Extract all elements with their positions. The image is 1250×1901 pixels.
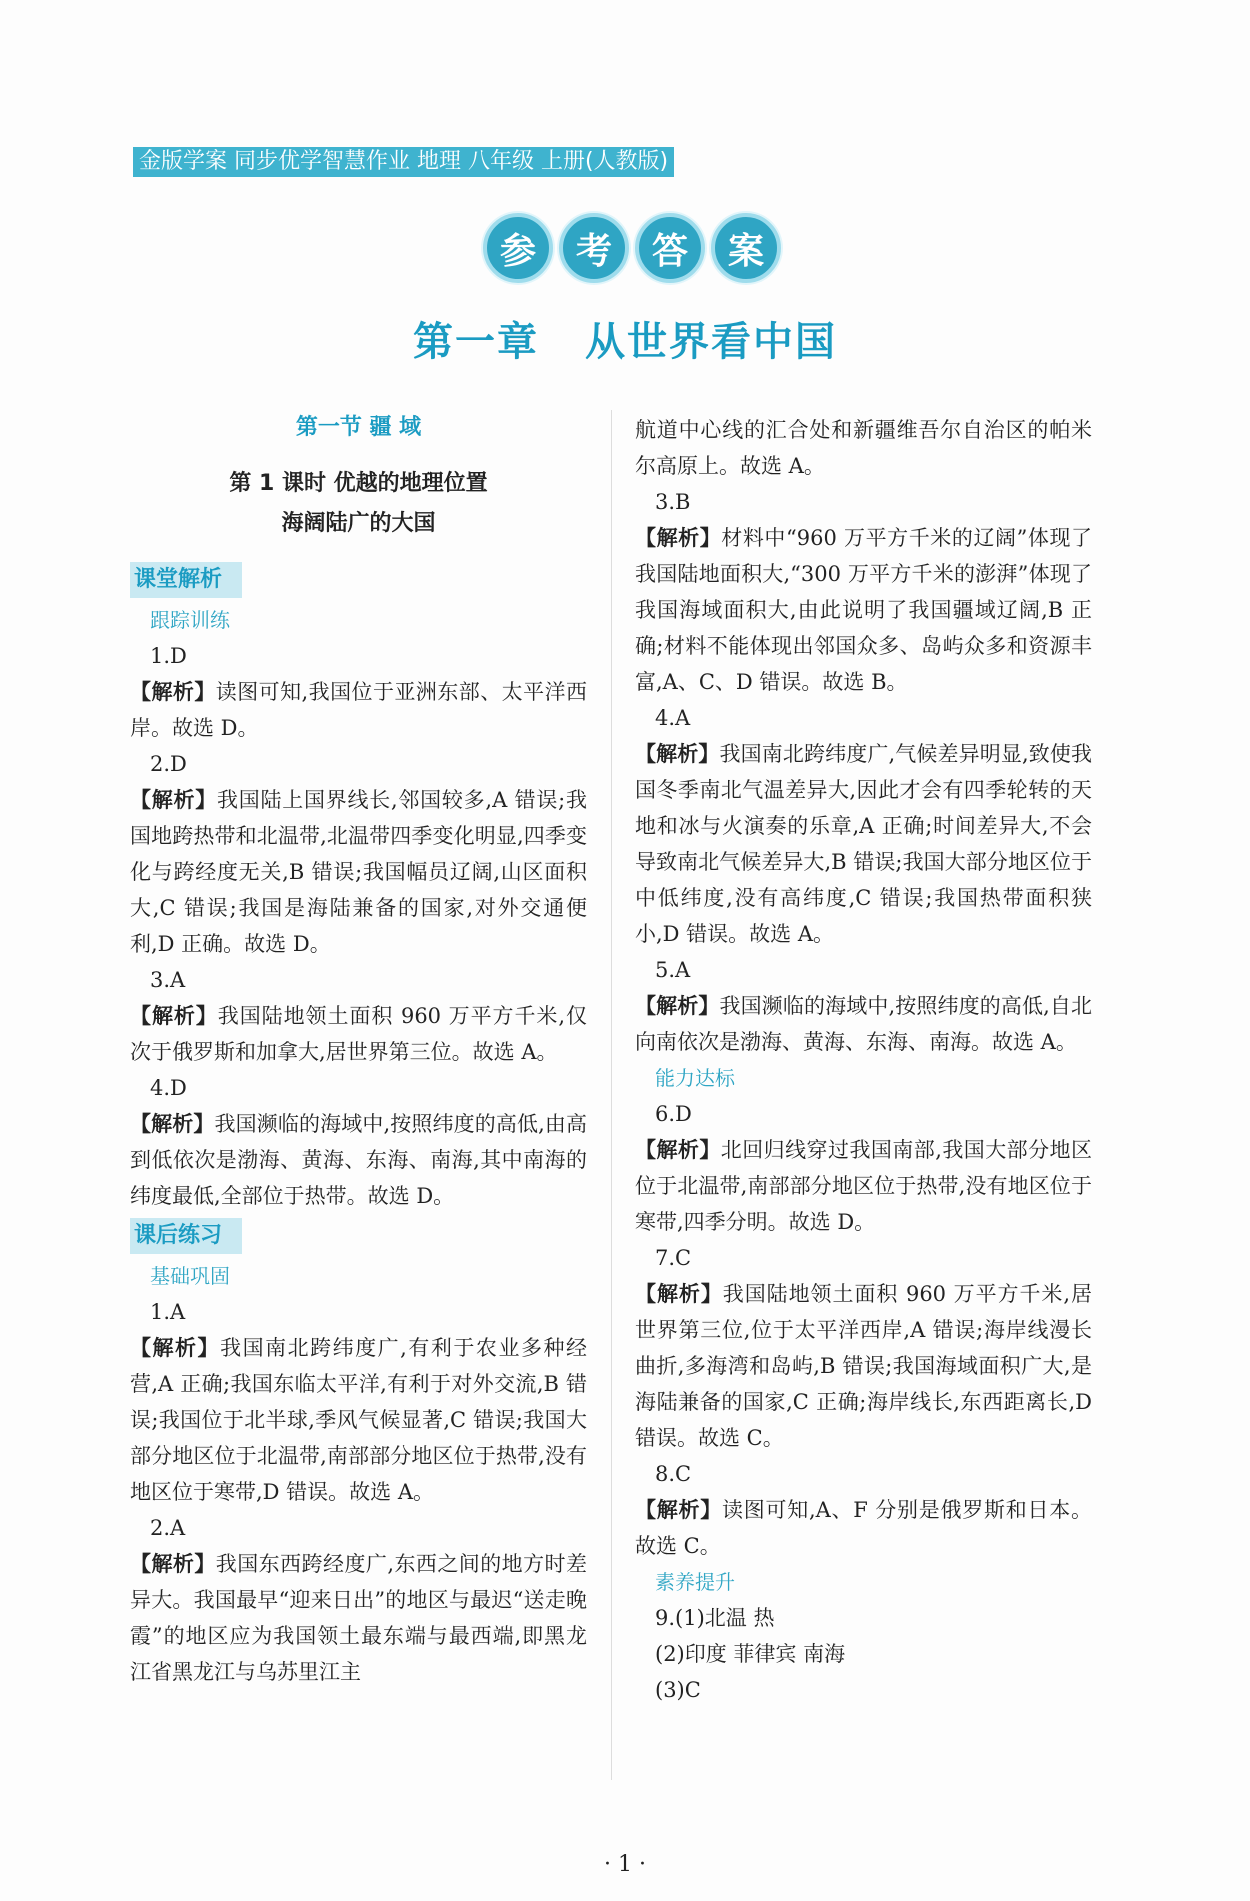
- jiexi-label: 【解析】: [130, 1112, 215, 1136]
- answer: 9.(1)北温 热: [655, 1606, 775, 1630]
- explanation-text: 材料中“960 万平方千米的辽阔”体现了我国陆地面积大,“300 万平方千米的澎湃”体现了我国海域面积大,由此说明了我国疆域辽阔,B 正确;材料不能体现出邻国众多、岛屿众多和资源丰富,A、C、D 错误。故选 B。: [635, 526, 1093, 694]
- explanation: [635, 736, 1092, 952]
- explanation-text: 读图可知,我国位于亚洲东部、太平洋西岸。故选 D。: [130, 680, 587, 740]
- explanation-continued: 航道中心线的汇合处和新疆维吾尔自治区的帕米尔高原上。故选 A。: [635, 418, 1092, 478]
- lesson-title: [130, 464, 587, 544]
- answer: 2.A: [150, 1516, 186, 1540]
- answer: 6.D: [655, 1102, 692, 1126]
- explanation: [130, 1330, 587, 1510]
- explanation-text: 我国濒临的海域中,按照纬度的高低,由高到低依次是渤海、黄海、东海、南海,其中南海的纬度最低,全部位于热带。故选 D。: [130, 1112, 587, 1208]
- answer: 2.D: [150, 752, 187, 776]
- answer: 3.B: [655, 490, 691, 514]
- explanation: [635, 1276, 1092, 1456]
- tag-homework: 课后练习: [130, 1218, 242, 1254]
- answer-char: 答: [635, 213, 705, 283]
- lesson-line-2: 海阔陆广的大国: [281, 511, 436, 536]
- jiexi-label: 【解析】: [130, 1004, 218, 1028]
- answer: 7.C: [655, 1246, 692, 1270]
- answer-char: 参: [483, 213, 553, 283]
- column-divider: [611, 410, 612, 1780]
- subheading: 基础巩固: [150, 1264, 230, 1288]
- subheading: 能力达标: [655, 1066, 735, 1090]
- explanation-text: 北回归线穿过我国南部,我国大部分地区位于北温带,南部部分地区位于热带,没有地区位于寒带,四季分明。故选 D。: [635, 1138, 1092, 1234]
- jiexi-label: 【解析】: [635, 1282, 723, 1306]
- answer: (3)C: [655, 1678, 701, 1702]
- subheading: 跟踪训练: [150, 608, 230, 632]
- explanation: [635, 988, 1092, 1060]
- tag-classroom: 课堂解析: [130, 562, 242, 598]
- left-column: [130, 410, 587, 1690]
- jiexi-label: 【解析】: [635, 1498, 722, 1522]
- explanation: [635, 1132, 1092, 1240]
- jiexi-label: 【解析】: [130, 788, 217, 812]
- explanation-text: 我国陆地领土面积 960 万平方千米,居世界第三位,位于太平洋西岸,A 错误;海岸线漫长曲折,多海湾和岛屿,B 错误;我国海域面积广大,是海陆兼备的国家,C 正确;海岸线长,东西距离长,D 错误。故选 C。: [635, 1282, 1093, 1450]
- answer: 4.D: [150, 1076, 187, 1100]
- explanation: [635, 520, 1092, 700]
- jiexi-label: 【解析】: [130, 680, 216, 704]
- explanation: [130, 782, 587, 962]
- jiexi-label: 【解析】: [635, 742, 720, 766]
- answer: 4.A: [655, 706, 691, 730]
- explanation: [130, 1546, 587, 1690]
- answer-char: 考: [559, 213, 629, 283]
- answer: 3.A: [150, 968, 186, 992]
- explanation-text: 我国濒临的海域中,按照纬度的高低,自北向南依次是渤海、黄海、东海、南海。故选 A。: [635, 994, 1092, 1054]
- explanation-text: 我国陆地领土面积 960 万平方千米,仅次于俄罗斯和加拿大,居世界第三位。故选 A。: [130, 1004, 588, 1064]
- answer: 5.A: [655, 958, 691, 982]
- explanation-text: 读图可知,A、F 分别是俄罗斯和日本。故选 C。: [635, 1498, 1092, 1558]
- explanation: [130, 1106, 587, 1214]
- jiexi-label: 【解析】: [130, 1336, 221, 1360]
- answer: 1.A: [150, 1300, 186, 1324]
- book-banner: 金版学案 同步优学智慧作业 地理 八年级 上册(人教版): [133, 147, 674, 177]
- explanation-text: 我国南北跨纬度广,有利于农业多种经营,A 正确;我国东临太平洋,有利于对外交流,B 错误;我国位于北半球,季风气候显著,C 错误;我国大部分地区位于北温带,南部部分地区位于热带,没有地区位于寒带,D 错误。故选 A。: [130, 1336, 587, 1504]
- jiexi-label: 【解析】: [635, 526, 722, 550]
- jiexi-label: 【解析】: [635, 1138, 721, 1162]
- lesson-line-1: 第 1 课时 优越的地理位置: [229, 471, 488, 496]
- answer-title: [483, 213, 781, 283]
- section-title: 第一节 疆 域: [295, 415, 422, 440]
- explanation-text: 我国南北跨纬度广,气候差异明显,致使我国冬季南北气温差异大,因此才会有四季轮转的天地和冰与火演奏的乐章,A 正确;时间差异大,不会导致南北气候差异大,B 错误;我国大部分地区位于中低纬度,没有高纬度,C 错误;我国热带面积狭小,D 错误。故选 A。: [635, 742, 1092, 946]
- right-column: [635, 412, 1092, 1708]
- answer: 1.D: [150, 644, 187, 668]
- answer: (2)印度 菲律宾 南海: [655, 1642, 846, 1666]
- page-number: · 1 ·: [604, 1852, 646, 1877]
- subheading: 素养提升: [655, 1570, 735, 1594]
- explanation: [635, 1492, 1092, 1564]
- jiexi-label: 【解析】: [130, 1552, 216, 1576]
- jiexi-label: 【解析】: [635, 994, 720, 1018]
- explanation-text: 我国陆上国界线长,邻国较多,A 错误;我国地跨热带和北温带,北温带四季变化明显,四季变化与跨经度无关,B 错误;我国幅员辽阔,山区面积大,C 错误;我国是海陆兼备的国家,对外交通便利,D 正确。故选 D。: [130, 788, 588, 956]
- explanation-text: 我国东西跨经度广,东西之间的地方时差异大。我国最早“迎来日出”的地区与最迟“送走晚霞”的地区应为我国领土最东端与最西端,即黑龙江省黑龙江与乌苏里江主: [130, 1552, 587, 1684]
- answer-char: 案: [711, 213, 781, 283]
- chapter-title: 第一章 从世界看中国: [413, 318, 837, 365]
- answer: 8.C: [655, 1462, 692, 1486]
- explanation: [130, 998, 587, 1070]
- explanation: [130, 674, 587, 746]
